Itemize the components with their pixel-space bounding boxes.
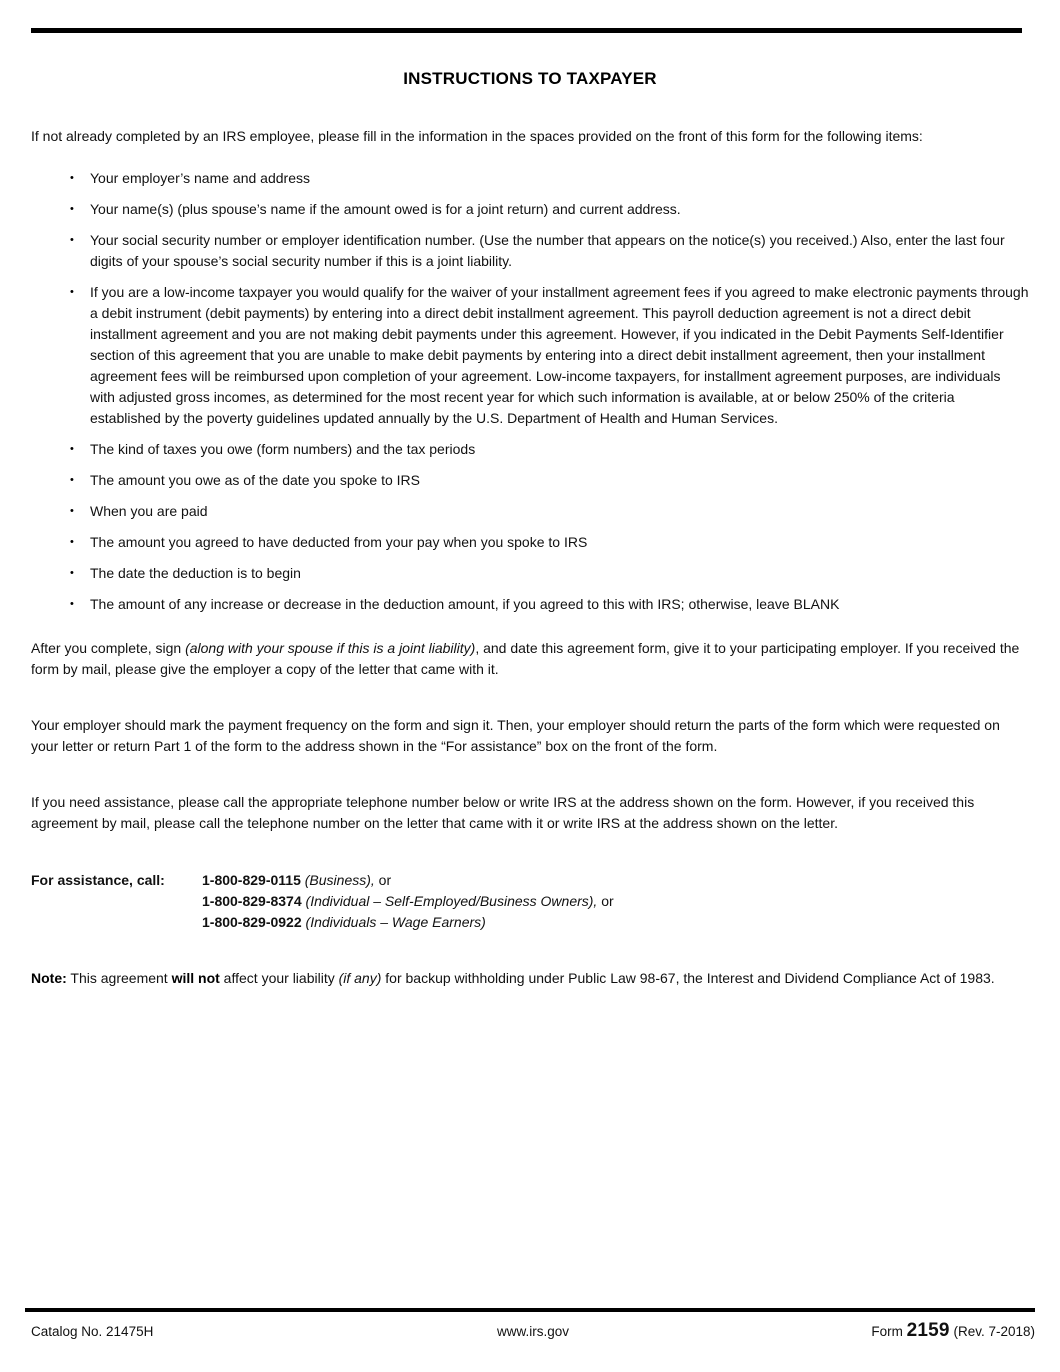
bullet-icon: • xyxy=(70,443,74,455)
bullet-icon: • xyxy=(70,536,74,548)
page-footer xyxy=(25,1308,1035,1342)
note-text: This agreement xyxy=(66,970,172,986)
bullet-icon: • xyxy=(70,567,74,579)
list-item xyxy=(70,563,1029,584)
assistance-line xyxy=(31,891,1029,912)
list-item xyxy=(70,230,1029,272)
list-item-text: The amount you agreed to have deducted from your pay when you spoke to IRS xyxy=(90,534,588,550)
need-assistance-paragraph: If you need assistance, please call the appropriate telephone number below or write IRS at the address shown on the form. However, if you received this agreement by mail, please call the telephone number on the letter that came with it or write IRS at the address shown on the letter. xyxy=(31,794,975,831)
list-item xyxy=(70,470,1029,491)
phone-number: 1-800-829-0922 xyxy=(202,914,302,930)
form-identifier xyxy=(700,1320,1035,1342)
phone-suffix: or xyxy=(597,893,614,909)
note-text-italic: (if any) xyxy=(338,970,382,986)
catalog-number: Catalog No. 21475H xyxy=(31,1324,154,1339)
list-item xyxy=(70,282,1029,429)
note-text-bold: will not xyxy=(171,970,220,986)
phone-description: (Individual – Self-Employed/Business Owners), xyxy=(305,893,598,909)
form-number: 2159 xyxy=(906,1320,950,1341)
list-item xyxy=(70,501,1029,522)
note-text: for backup withholding under Public Law 98-67, the Interest and Dividend Compliance Act of 1983. xyxy=(381,970,995,986)
assistance-label: For assistance, call: xyxy=(31,872,165,888)
list-item-text: Your name(s) (plus spouse’s name if the amount owed is for a joint return) and current address. xyxy=(90,201,681,217)
bullet-icon: • xyxy=(70,234,74,246)
list-item-text: Your employer’s name and address xyxy=(90,170,310,186)
list-item xyxy=(70,532,1029,553)
list-item-text: Your social security number or employer identification number. (Use the number that appears on the notice(s) you received.) Also, enter the last four digits of your spouse’s social security number if this is a joint liability. xyxy=(90,232,1005,269)
list-item-text: The kind of taxes you owe (form numbers) and the tax periods xyxy=(90,441,476,457)
top-divider xyxy=(31,28,1022,33)
list-item-text: The amount you owe as of the date you spoke to IRS xyxy=(90,472,420,488)
phone-suffix: or xyxy=(374,872,392,888)
list-item xyxy=(70,439,1029,460)
footer-divider xyxy=(25,1308,1035,1312)
bullet-icon: • xyxy=(70,203,74,215)
form-label: Form xyxy=(871,1324,903,1339)
assistance-line xyxy=(31,912,1029,933)
employer-mark-paragraph: Your employer should mark the payment frequency on the form and sign it. Then, your employer should return the parts of the form which were requested on your letter or return Part 1 of the form to the address shown in the “For assistance” box on the front of the form. xyxy=(31,717,1000,754)
bullet-icon: • xyxy=(70,505,74,517)
phone-description: (Business), xyxy=(304,872,375,888)
list-item xyxy=(70,168,1029,189)
intro-paragraph: If not already completed by an IRS employee, please fill in the information in the spaces provided on the front of this form for the following items: xyxy=(31,128,923,144)
list-item-text: The amount of any increase or decrease in the deduction amount, if you agreed to this with IRS; otherwise, leave BLANK xyxy=(90,596,840,612)
assistance-phone-block xyxy=(31,870,1029,933)
assistance-line xyxy=(31,870,1029,891)
list-item-text: The date the deduction is to begin xyxy=(90,565,301,581)
bullet-icon: • xyxy=(70,172,74,184)
paragraph-text-italic: (along with your spouse if this is a joint liability) xyxy=(185,640,476,656)
website-text: www.irs.gov xyxy=(497,1324,570,1339)
bullet-icon: • xyxy=(70,598,74,610)
after-complete-paragraph xyxy=(31,638,1029,680)
paragraph-text: , and date this agreement form, give it to your participating employer. If you received the form by mail, please give the employer a copy of the letter that came with it. xyxy=(31,640,1020,677)
list-item-text: When you are paid xyxy=(90,503,208,519)
list-item xyxy=(70,199,1029,220)
form-revision: (Rev. 7-2018) xyxy=(953,1324,1036,1339)
instruction-list xyxy=(31,168,1029,615)
phone-number: 1-800-829-0115 xyxy=(202,872,301,888)
paragraph-text: After you complete, sign xyxy=(31,640,186,656)
list-item-text: If you are a low-income taxpayer you would qualify for the waiver of your installment agreement fees if you agreed to make electronic payments through a debit instrument (debit payments) by entering into a direct debit installment agreement. This payroll deduction agreement is not a direct debit installment agreement and you are not making debit payments under this agreement. However, if you indicated in the Debit Payments Self-Identifier section of this agreement that you are unable to make debit payments by entering into a direct debit installment agreement, then your installment agreement fees will be reimbursed upon completion of your agreement. Low-income taxpayers, for installment agreement purposes, are individuals with adjusted gross incomes, as determined for the most recent year for which such information is available, at or below 250% of the criteria established by the poverty guidelines updated annually by the U.S. Department of Health and Human Services. xyxy=(90,284,1029,426)
bullet-icon: • xyxy=(70,286,74,298)
note-text: affect your liability xyxy=(219,970,339,986)
note-paragraph xyxy=(31,968,1029,989)
page-title: INSTRUCTIONS TO TAXPAYER xyxy=(403,69,657,88)
list-item xyxy=(70,594,1029,615)
phone-number: 1-800-829-8374 xyxy=(202,893,302,909)
note-label: Note: xyxy=(31,970,67,986)
phone-description: (Individuals – Wage Earners) xyxy=(305,914,486,930)
bullet-icon: • xyxy=(70,474,74,486)
